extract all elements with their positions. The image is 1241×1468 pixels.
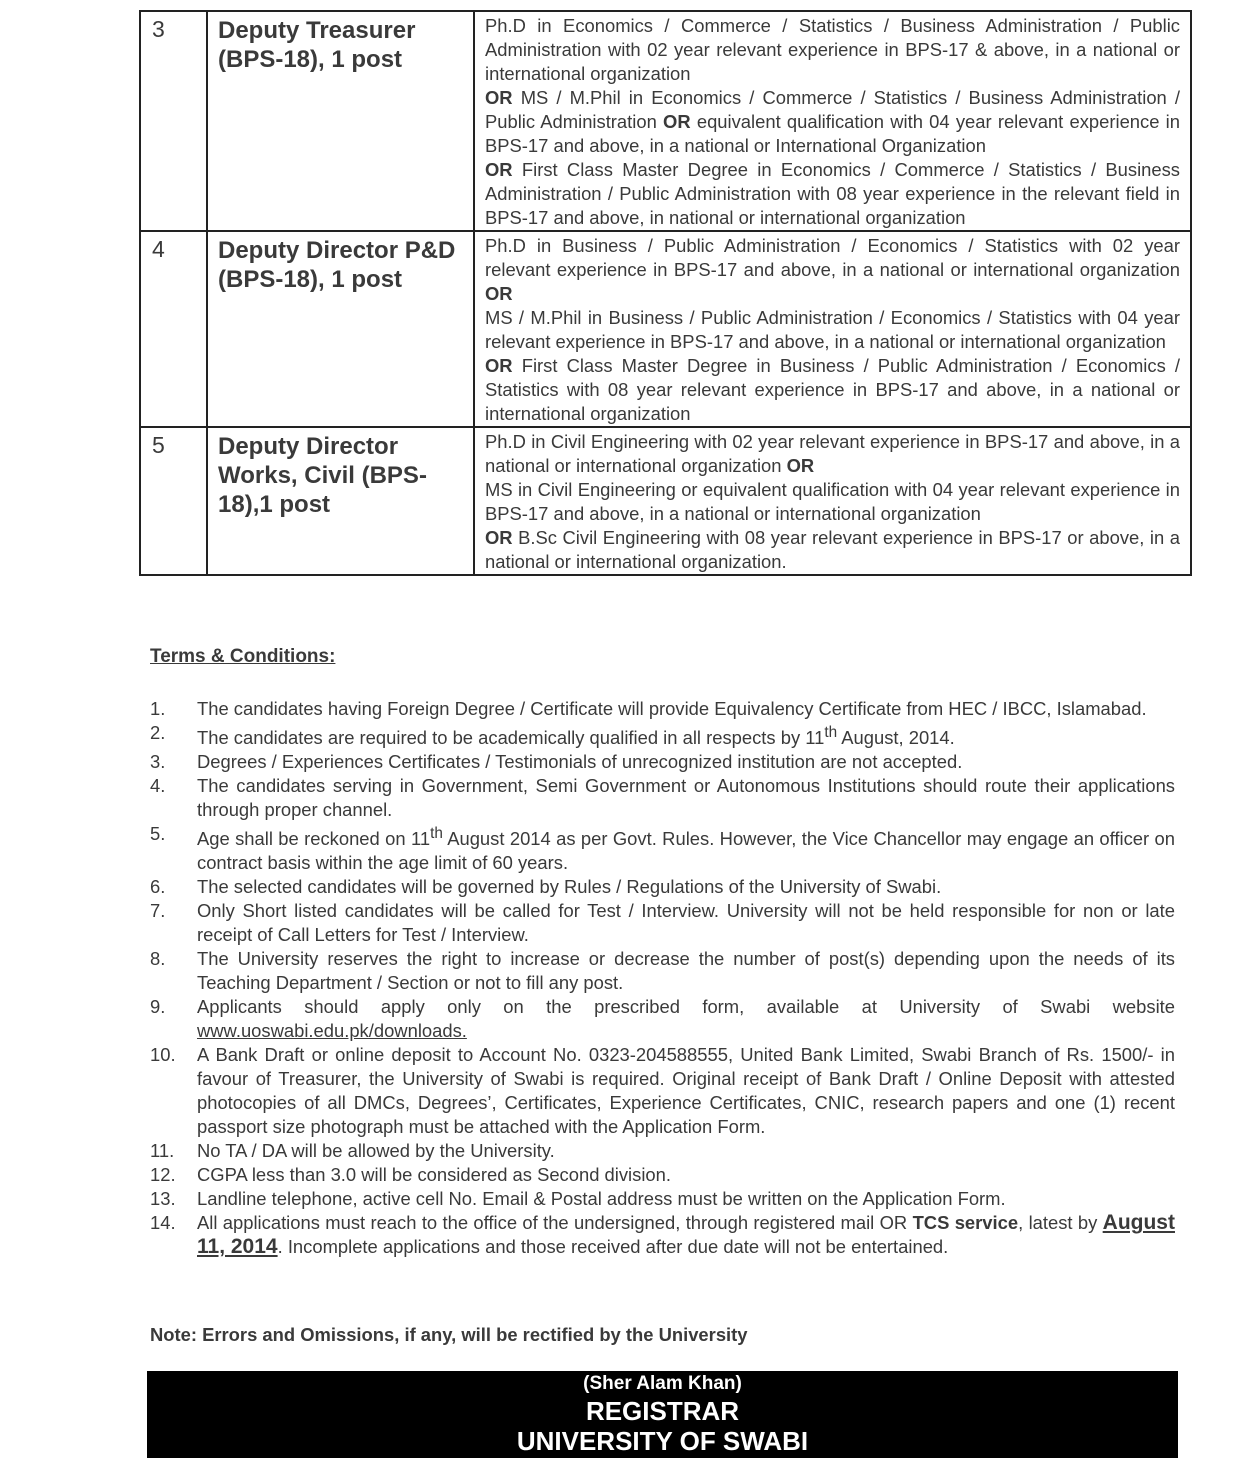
list-item: 11. No TA / DA will be allowed by the University. [150,1140,555,1162]
qualification-line: OR MS / M.Phil in Economics / Commerce / Statistics / Business Administration / Public Administration OR equivalent qualification with 04 year relevant experience in BPS-17 and above, in a national or International Organization [485,87,1180,156]
list-item: 3. Degrees / Experiences Certificates / Testimonials of unrecognized institution are not accepted. [150,751,963,773]
organization-name: UNIVERSITY OF SWABI [516,1426,809,1456]
table-row [140,231,1191,427]
qualification-line: OR B.Sc Civil Engineering with 08 year relevant experience in BPS-17 or above, in a national or international organization. [485,527,1180,572]
signatory-name: (Sher Alam Khan) [583,1373,742,1394]
qualification-line: MS / M.Phil in Business / Public Administration / Economics / Statistics with 04 year relevant experience in BPS-17 and above, in a national or international organization [485,307,1180,352]
post-title: Deputy Director P&D (BPS-18), 1 post [207,231,474,427]
list-item: 14. All applications must reach to the office of the undersigned, through registered mail OR TCS service, latest by August 11, 2014. Incomplete applications and those received after due date will not be entertained. [150,1211,1175,1259]
note: Note: Errors and Omissions, if any, will be rectified by the University [150,1324,748,1345]
downloads-link[interactable]: www.uoswabi.edu.pk/downloads. [197,1020,467,1042]
qualification-line: OR First Class Master Degree in Business / Public Administration / Economics / Statistics with 08 year relevant experience in BPS-17 and above, in a national or international organization [485,355,1180,424]
post-number: 5 [140,427,207,575]
posts-table [139,10,1192,576]
list-item: 9. Applicants should apply only on the prescribed form, available at University of Swabi website www.uoswabi.edu.pk/downloads. [150,996,1175,1042]
post-title: Deputy Treasurer (BPS-18), 1 post [207,11,474,231]
list-item: 4. The candidates serving in Government, Semi Government or Autonomous Institutions should route their applications through proper channel. [150,775,1175,821]
list-item: 7. Only Short listed candidates will be called for Test / Interview. University will not be held responsible for non or late receipt of Call Letters for Test / Interview. [150,900,1175,946]
deadline-date: August 11, 2014 [197,1211,1175,1259]
list-item: 2. The candidates are required to be academically qualified in all respects by 11th August, 2014. [150,722,955,749]
table-row [140,11,1191,231]
list-item: 13. Landline telephone, active cell No. Email & Postal address must be written on the Application Form. [150,1188,1006,1210]
post-qualifications [474,11,1191,231]
post-number: 3 [140,11,207,231]
qualification-line: Ph.D in Business / Public Administration / Economics / Statistics with 02 year relevant experience in BPS-17 and above, in a national or international organization OR [485,235,1180,304]
list-item: 6. The selected candidates will be governed by Rules / Regulations of the University of Swabi. [150,876,942,898]
list-item: 10. A Bank Draft or online deposit to Account No. 0323-204588555, United Bank Limited, Swabi Branch of Rs. 1500/- in favour of Treasurer, the University of Swabi is required. Original receipt of Bank Draft / Online Deposit with attested photocopies of all DMCs, Degrees’, Certificates, Experience Certificates, CNIC, research papers and one (1) recent passport size photograph must be attached with the Application Form. [150,1044,1175,1138]
list-item: 1. The candidates having Foreign Degree / Certificate will provide Equivalency Certificate from HEC / IBCC, Islamabad. [150,698,1147,719]
post-qualifications [474,427,1191,575]
signature-block [147,1371,1178,1458]
list-item: 12. CGPA less than 3.0 will be considered as Second division. [150,1164,671,1186]
terms-heading: Terms & Conditions: [150,646,336,667]
qualification-line: Ph.D in Economics / Commerce / Statistics / Business Administration / Public Administration with 02 year relevant experience in BPS-17 & above, in a national or international organization [485,15,1180,84]
signatory-title: REGISTRAR [585,1396,740,1426]
qualification-line: MS in Civil Engineering or equivalent qualification with 04 year relevant experience in BPS-17 and above, in a national or international organization [485,479,1180,524]
post-qualifications [474,231,1191,427]
list-item: 8. The University reserves the right to increase or decrease the number of post(s) depending upon the needs of its Teaching Department / Section or not to fill any post. [150,948,1175,994]
post-number: 4 [140,231,207,427]
terms-list [150,697,1175,1259]
list-item: 5. Age shall be reckoned on 11th August 2014 as per Govt. Rules. However, the Vice Chancellor may engage an officer on contract basis within the age limit of 60 years. [150,823,1175,874]
qualification-line: Ph.D in Civil Engineering with 02 year relevant experience in BPS-17 and above, in a national or international organization OR [485,431,1180,476]
table-row [140,427,1191,575]
post-title: Deputy Director Works, Civil (BPS-18),1 post [207,427,474,575]
qualification-line: OR First Class Master Degree in Economics / Commerce / Statistics / Business Administration / Public Administration with 08 year experience in the relevant field in BPS-17 and above, in national or international organization [485,159,1180,228]
